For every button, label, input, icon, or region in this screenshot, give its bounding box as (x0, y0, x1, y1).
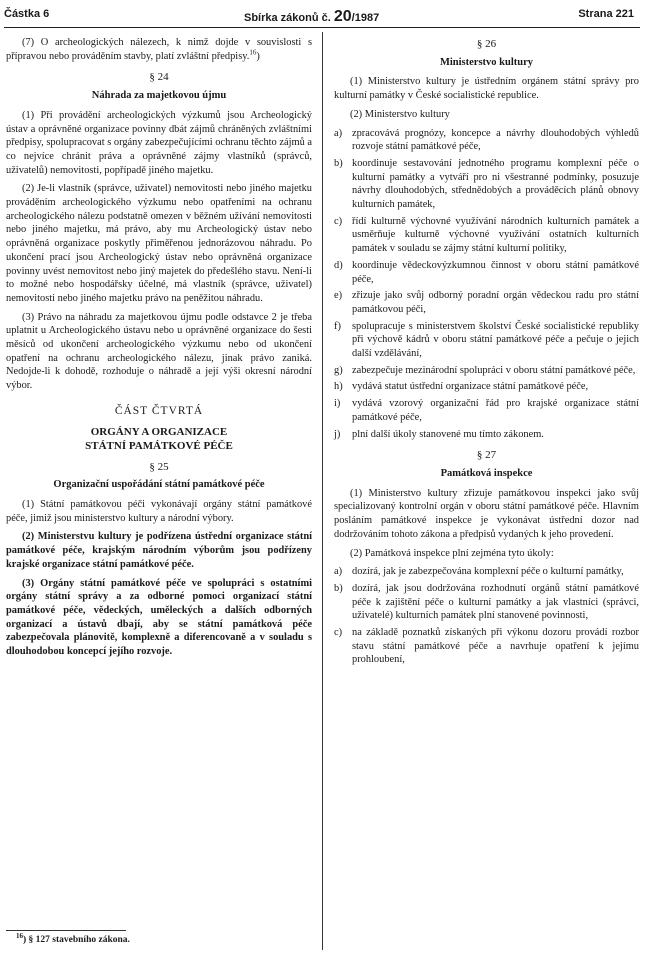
s27-paragraph-1: (1) Ministerstvo kultury zřizuje památkovou inspekci jako svůj specializovaný kontrolní orgán v oboru státní památkové péče. Hlavním posláním památkové inspekce je vykonávat ústřední dozor nad dodržováním tohoto zákona a předpisů vydaných k jeho provedení. (334, 487, 639, 540)
part-title-line-1: ORGÁNY A ORGANIZACE (90, 425, 228, 438)
footnote-text: ) § 127 stavebního zákona. (23, 935, 130, 945)
collection-name: Sbírka zákonů č. (244, 12, 331, 24)
s23-paragraph-7: (7) O archeologických nálezech, k nimž dojde v souvislosti s přípravou nebo prováděním stavby, platí zvláštní předpisy.$^{16}$) (6, 37, 312, 62)
list-item: b) koordinuje sestavování jednotného programu komplexní péče o kulturní památky a vytváří pro ni všestranné podmínky, posuzuje návrhy dlouhodobých, střednědobých a prováděcích plánů obnovy kulturních památek, (334, 157, 639, 211)
column-divider (322, 32, 323, 950)
section-26-title: Ministerstvo kultury (439, 56, 534, 68)
list-item: c) na základě poznatků získaných při výkonu dozoru provádí rozbor stavu státní památkové péče a navrhuje opatření k jejímu prohloubení, (334, 627, 639, 666)
section-24-number: § 24 (149, 71, 169, 84)
section-25-title: Organizační uspořádání státní památkové péče (53, 479, 265, 491)
list-item: c) řídí kulturně výchovné využívání národních kulturních památek a usměrňuje kulturně výchovné využívání ostatních kulturních památek v souladu se zájmy státní kulturní politiky, (334, 215, 639, 255)
s26-item-list (334, 127, 639, 442)
list-item: j) plní další úkoly stanovené mu tímto zákonem. (334, 428, 544, 440)
footnote-mark: 16 (16, 931, 23, 940)
footnote-reference: 16 (249, 48, 257, 57)
s24-paragraph-1: (1) Při provádění archeologických výzkumů jsou Archeologický ústav a oprávněné organizace povinny dbát zájmů chráněných zvláštními předpisy, spolupracovat s orgány zabezpečujícími ochranu těchto zájmů a co nejvíce chránit práva a oprávněné zájmy vlastníků (správců, uživatelů) nemovitosti, popřípadě jiného majetku. (6, 109, 312, 176)
page-number: Strana 221 (578, 8, 634, 20)
part-heading: ČÁST ČTVRTÁ (114, 404, 204, 417)
part-title-line-2: STÁTNÍ PAMÁTKOVÉ PÉČE (85, 439, 233, 452)
s24-paragraph-3: (3) Právo na náhradu za majetkovou újmu podle odstavce 2 je třeba uplatnit u Archeologického ústavu nebo u oprávněné organizace do šesti měsíců od ukončení archeologického výzkumu nebo od ukončení opatření na ochranu archeologického nálezu, jinak právo zaniká. Nedojde-li k dohodě, rozhoduje o náhradě a její výši okresní národní výbor. (6, 311, 312, 392)
section-27-number: § 27 (476, 449, 497, 462)
list-item: e) zřizuje jako svůj odborný poradní orgán vědeckou radu pro státní památkovou péči, (334, 290, 639, 315)
list-item: f) spolupracuje s ministerstvem školství České socialistické republiky při výchově kádrů v oboru státní památkové péče a pečuje o jejich další vzdělávání, (334, 320, 639, 360)
law-year: /1987 (351, 12, 380, 24)
s27-item-list (334, 565, 639, 667)
section-26-number: § 26 (476, 38, 497, 50)
s27-paragraph-2: (2) Památková inspekce plní zejména tyto úkoly: (350, 547, 554, 559)
section-27-title: Památková inspekce (440, 467, 533, 479)
s25-paragraph-1: (1) Státní památkovou péči vykonávají orgány státní památkové péče, jimiž jsou ministerstvo kultury a národní výbory. (6, 498, 312, 524)
s26-paragraph-2: (2) Ministerstvo kultury (350, 108, 450, 120)
left-column (6, 36, 312, 664)
right-column (334, 36, 639, 670)
list-item: d) koordinuje vědeckovýzkumnou činnost v oboru státní památkové péče, (334, 259, 639, 285)
law-number: 20 (333, 8, 352, 25)
s25-paragraph-2: (2) Ministerstvu kultury je podřízena ústřední organizace státní památkové péče, krajským národním výborům jsou podřízeny krajské organizace státní památkové péče. (6, 531, 312, 570)
list-item: b) dozírá, jak jsou dodržována rozhodnutí orgánů státní památkové péče k zajištění péče o kulturní památky a jak vlastníci (správci, uživatelé) kulturních památek plní stanovené povinnosti, (334, 582, 639, 622)
list-item: h) vydává statut ústřední organizace státní památkové péče, (334, 381, 589, 393)
section-25-number: § 25 (149, 460, 169, 473)
list-item: a) zpracovává prognózy, koncepce a návrhy dlouhodobých výhledů rozvoje státní památkové péče, (334, 127, 639, 153)
issue-part: Částka 6 (4, 8, 50, 20)
page-header (4, 8, 638, 24)
s26-paragraph-1: (1) Ministerstvo kultury je ústředním orgánem státní správy pro kulturní památky v České socialistické republice. (334, 76, 639, 102)
section-24-title: Náhrada za majetkovou újmu (91, 90, 227, 102)
s25-paragraph-3: (3) Orgány státní památkové péče ve spolupráci s ostatními orgány státní správy a za odborné pomoci organizací státní památkové péče, vědeckých, uměleckých a dalších odborných organizací a ústavů dbají, aby se státní památková péče zabezpečovala plánovitě, komplexně a diferencovaně a v souladu s dlouhodobou koncepcí jejího rozvoje. (6, 577, 312, 658)
header-rule (4, 27, 640, 28)
footnote (16, 931, 130, 945)
collection-reference (244, 8, 379, 26)
s24-paragraph-2: (2) Je-li vlastník (správce, uživatel) nemovitosti nebo jiného majetku prováděním archeologického výzkumu nebo opatřeními na ochranu archeologického nálezu podstatně omezen v běžném užívání nemovitosti nebo jiného majetku, má právo, aby mu Archeologický ústav nebo oprávněná organizace poskytly přiměřenou jednorázovou náhradu. Po ukončení prací jsou Archeologický ústav nebo oprávněná organizace povinny uvést nemovitost nebo jiný majetek do předešlého stavu. Není-li to možné nebo hospodářsky účelné, má vlastník (správce, uživatel) nemovitosti nebo jiného majetku právo na peněžitou náhradu. (6, 183, 312, 304)
list-item: i) vydává vzorový organizační řád pro krajské organizace státní památkové péče, (334, 398, 639, 423)
footnote-rule (6, 930, 126, 931)
part-title (6, 425, 312, 453)
list-item: g) zabezpečuje mezinárodní spolupráci v oboru státní památkové péče, (334, 364, 636, 376)
list-item: a) dozírá, jak je zabezpečována komplexní péče o kulturní památky, (334, 566, 624, 578)
